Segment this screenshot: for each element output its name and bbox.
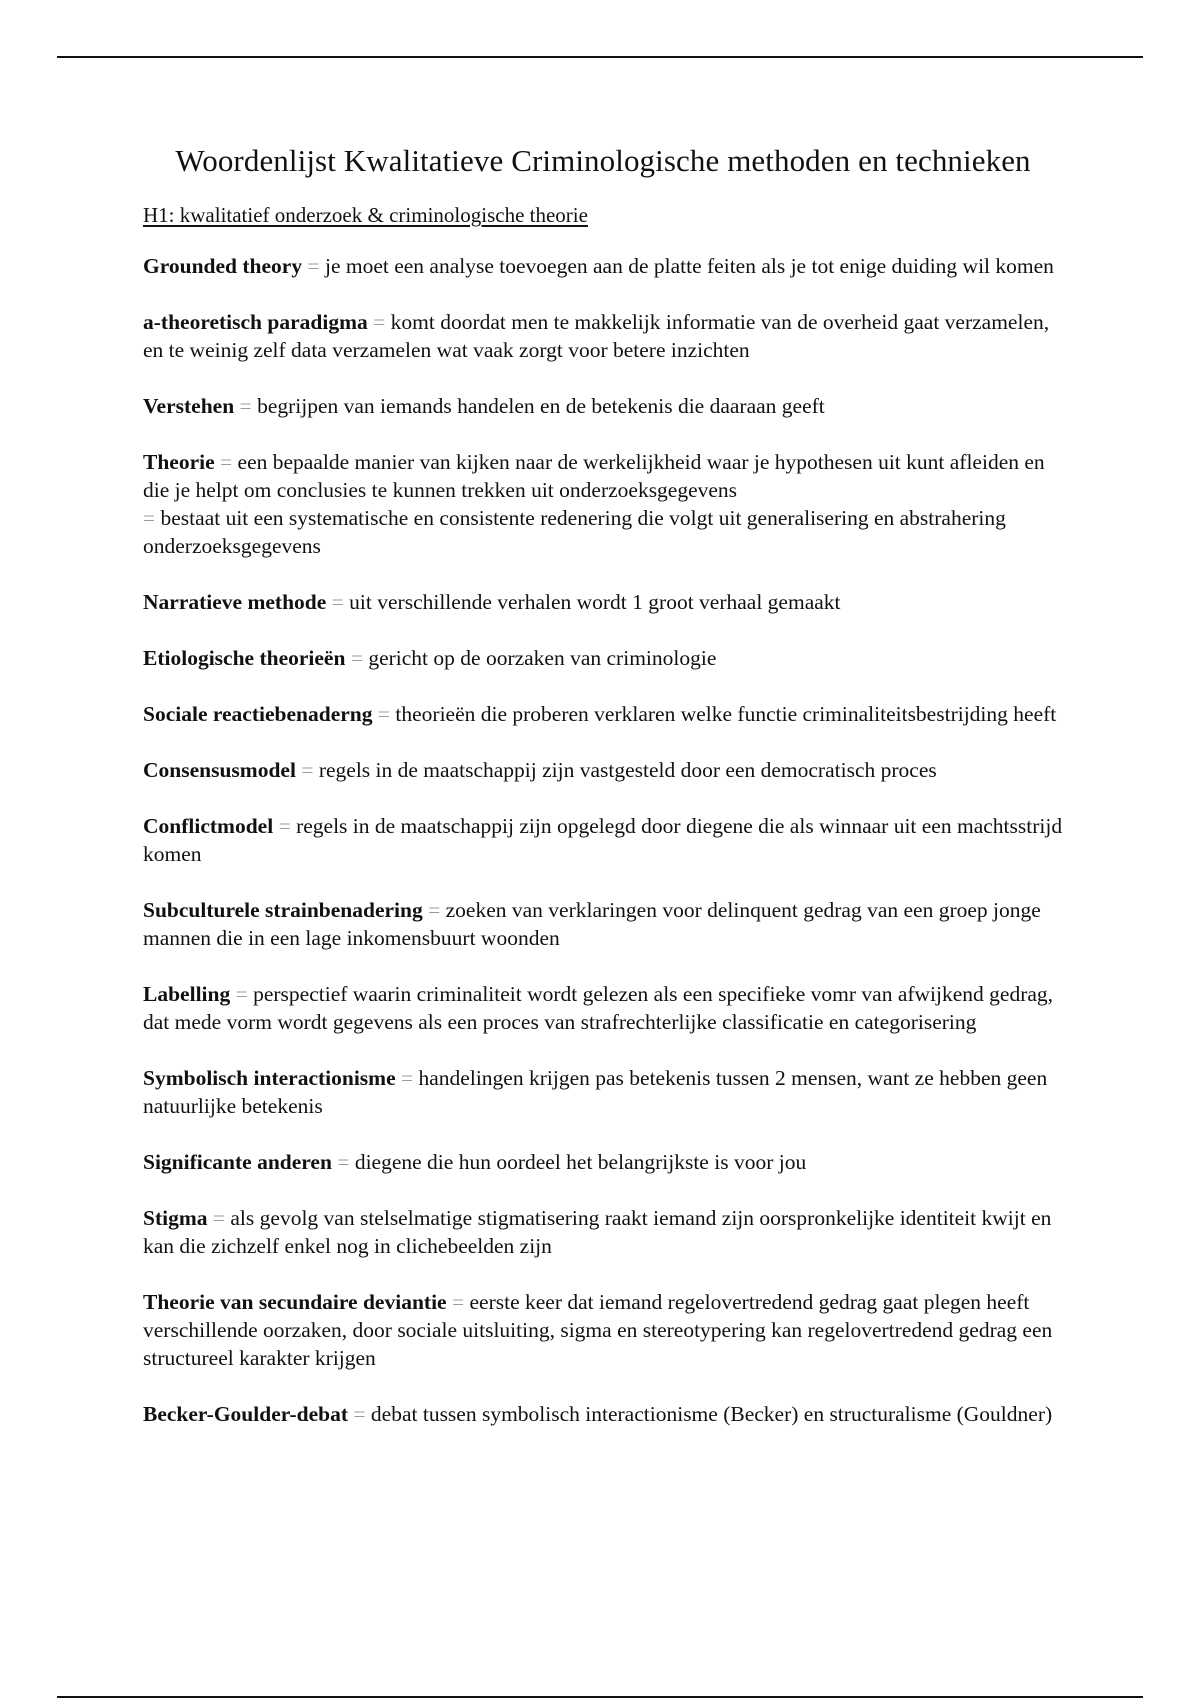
entry-separator: =: [220, 450, 233, 474]
glossary-entry: [143, 308, 1063, 364]
entry-separator: =: [350, 646, 363, 670]
glossary-entry: [143, 700, 1063, 728]
entry-term: Labelling: [143, 982, 231, 1006]
section-heading: H1: kwalitatief onderzoek & criminologische theorie: [143, 203, 588, 227]
entry-separator: =: [212, 1206, 226, 1230]
entry-separator: =: [235, 982, 248, 1006]
entry-definition: uit verschillende verhalen wordt 1 groot verhaal gemaakt: [349, 590, 841, 614]
entry-term: Stigma: [143, 1206, 208, 1230]
entry-term: Verstehen: [143, 394, 235, 418]
glossary-entry: [143, 812, 1063, 868]
glossary-entry: [143, 980, 1063, 1036]
entry-term: Consensusmodel: [143, 758, 296, 782]
document-title: Woordenlijst Kwalitatieve Criminologische methoden en technieken: [175, 143, 1031, 178]
entry-term: Narratieve methode: [143, 590, 327, 614]
entry-term: Becker-Goulder-debat: [143, 1402, 349, 1426]
glossary-entry: [143, 756, 1063, 784]
entry-definition: als gevolg van stelselmatige stigmatisering raakt iemand zijn oorspronkelijke identiteit kwijt en kan die zichzelf enkel nog in clichebeelden zijn: [143, 1206, 1052, 1258]
entry-separator: =: [451, 1290, 465, 1314]
entry-definition: debat tussen symbolisch interactionisme (Becker) en structuralisme (Gouldner): [370, 1402, 1053, 1426]
glossary-entry: [143, 1204, 1063, 1260]
entry-separator: =: [373, 310, 386, 334]
entry-separator: =: [353, 1402, 366, 1426]
document-body: [143, 143, 1063, 1456]
entry-separator: =: [239, 394, 252, 418]
glossary-entry: [143, 392, 1063, 420]
entry-term: Theorie van secundaire deviantie: [143, 1290, 447, 1314]
entry-separator: =: [307, 254, 320, 278]
entry-separator: =: [337, 1150, 350, 1174]
entry-term: Etiologische theorieën: [143, 646, 346, 670]
entry-term: Significante anderen: [143, 1150, 332, 1174]
entry-definition: begrijpen van iemands handelen en de betekenis die daaraan geeft: [257, 394, 825, 418]
glossary-entry: [143, 1064, 1063, 1120]
glossary-entry: [143, 252, 1063, 280]
entry-definition: je moet een analyse toevoegen aan de platte feiten als je tot enige duiding wil komen: [324, 254, 1054, 278]
entry-definition-continued: [143, 504, 1063, 560]
entry-definition: gericht op de oorzaken van criminologie: [368, 646, 717, 670]
entry-definition: regels in de maatschappij zijn vastgesteld door een democratisch proces: [318, 758, 937, 782]
glossary-entry: [143, 1288, 1063, 1372]
entry-term: Subculturele strainbenadering: [143, 898, 423, 922]
glossary-entry: [143, 644, 1063, 672]
glossary-entry: [143, 588, 1063, 616]
entry-separator: =: [278, 814, 291, 838]
entry-definition: komt doordat men te makkelijk informatie van de overheid gaat verzamelen, en te weinig zelf data verzamelen wat vaak zorgt voor betere inzichten: [143, 310, 1050, 362]
entry-separator: =: [428, 898, 441, 922]
bottom-rule: [57, 1696, 1143, 1698]
entry-definition: perspectief waarin criminaliteit wordt gelezen als een specifieke vomr van afwijkend gedrag, dat mede vorm wordt gegevens als een proces van strafrechterlijke classificatie en categorisering: [143, 982, 1054, 1034]
entry-definition: een bepaalde manier van kijken naar de werkelijkheid waar je hypothesen uit kunt afleiden en die je helpt om conclusies te kunnen trekken uit onderzoeksgegevens: [143, 450, 1045, 502]
entry-term: Sociale reactiebenaderng: [143, 702, 373, 726]
entry-definition: regels in de maatschappij zijn opgelegd door diegene die als winnaar uit een machtsstrijd komen: [143, 814, 1063, 866]
entry-definition: eerste keer dat iemand regelovertredend gedrag gaat plegen heeft verschillende oorzaken, door sociale uitsluiting, sigma en stereotypering kan regelovertredend gedrag een structureel karakter krijgen: [143, 1290, 1053, 1370]
glossary-entry: [143, 1148, 1063, 1176]
glossary-entry: [143, 896, 1063, 952]
entry-term: Symbolisch interactionisme: [143, 1066, 396, 1090]
entry-definition: handelingen krijgen pas betekenis tussen 2 mensen, want ze hebben geen natuurlijke betekenis: [143, 1066, 1048, 1118]
glossary-entry: [143, 448, 1063, 560]
entry-separator: =: [377, 702, 391, 726]
entry-definition: diegene die hun oordeel het belangrijkste is voor jou: [354, 1150, 807, 1174]
entry-term: a-theoretisch paradigma: [143, 310, 368, 334]
entry-separator: =: [143, 506, 156, 530]
entry-term: Theorie: [143, 450, 215, 474]
glossary-entry: [143, 1400, 1063, 1428]
entry-definition: zoeken van verklaringen voor delinquent gedrag van een groep jonge mannen die in een lage inkomensbuurt woonden: [143, 898, 1041, 950]
entry-term: Grounded theory: [143, 254, 303, 278]
entry-separator: =: [401, 1066, 414, 1090]
entry-definition-2: bestaat uit een systematische en consistente redenering die volgt uit generalisering en abstrahering onderzoeksgegevens: [143, 506, 1006, 558]
entry-separator: =: [301, 758, 314, 782]
entry-term: Conflictmodel: [143, 814, 274, 838]
entry-separator: =: [331, 590, 344, 614]
top-rule: [57, 56, 1143, 58]
glossary-list: [143, 252, 1063, 1428]
entry-definition: theorieën die proberen verklaren welke functie criminaliteitsbestrijding heeft: [395, 702, 1057, 726]
